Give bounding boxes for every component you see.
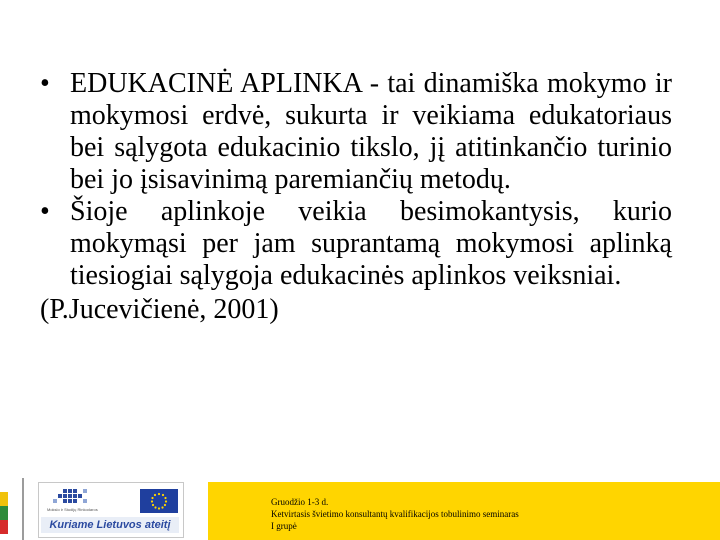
bullet-text: EDUKACINĖ APLINKA - tai dinamiška mokymo ir mokymosi erdvė, sukurta ir veikiama edukatoriaus bei sąlygota edukacinio tikslo, jį atitinkančio turinio bei jo įsisavinimą paremiančių metodų. [70, 68, 672, 195]
footer [0, 478, 720, 540]
flag-stripe-red [0, 520, 8, 534]
partner-logo [38, 482, 184, 538]
slide-body [40, 68, 672, 326]
event-date: Gruodžio 1-3 d. [271, 497, 329, 507]
footer-divider [22, 478, 24, 540]
bullet-marker: • [40, 68, 50, 99]
bullet-item [40, 68, 672, 196]
event-info [271, 496, 519, 532]
logo-small-text: Mokslo ir Studijų Rinkodaros [47, 507, 98, 512]
event-title: Ketvirtasis švietimo konsultantų kvalifikacijos tobulinimo seminaras [271, 509, 519, 519]
flag-stripe-yellow [0, 492, 8, 506]
bullet-marker: • [40, 196, 50, 227]
bullet-text: Šioje aplinkoje veikia besimokantysis, kurio mokymąsi per jam suprantamą mokymosi aplinką tiesiogiai sąlygoja edukacinės aplinkos veiksniai. [70, 196, 672, 291]
event-info-panel [208, 482, 720, 540]
bullet-item [40, 196, 672, 292]
event-group: I grupė [271, 521, 297, 531]
eu-flag-icon [140, 489, 178, 513]
ministry-logo-icon [45, 487, 105, 509]
citation: (P.Jucevičienė, 2001) [40, 294, 279, 325]
flag-stripe-green [0, 506, 8, 520]
logo-tagline: Kuriame Lietuvos ateitį [41, 517, 179, 533]
